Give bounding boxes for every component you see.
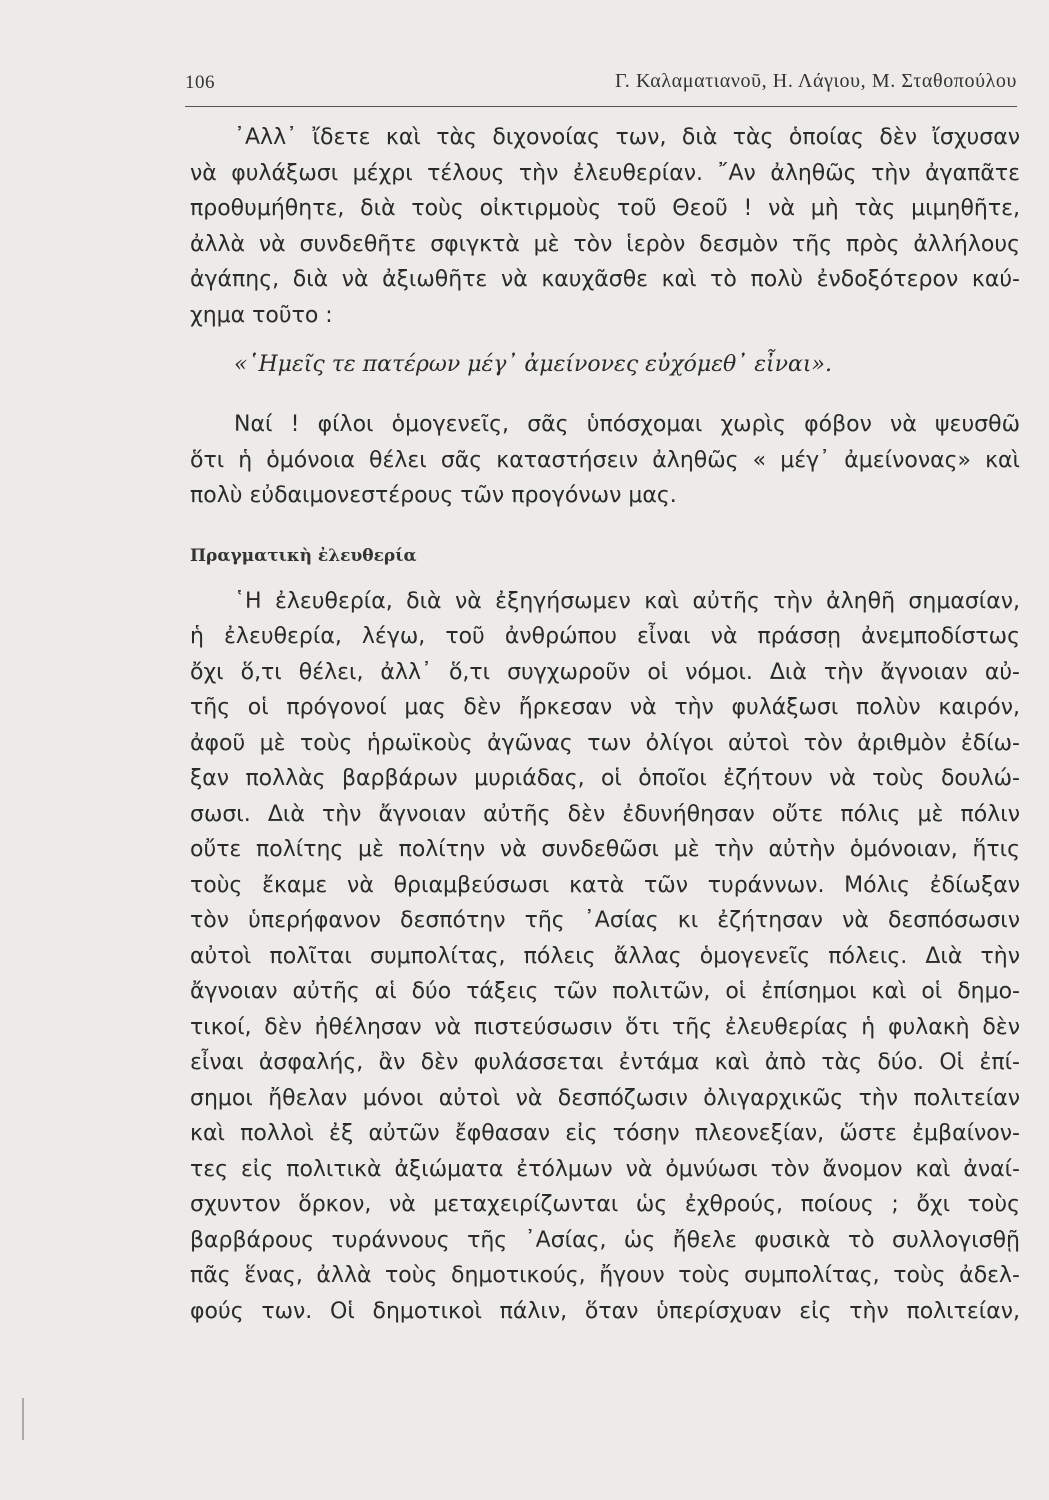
text-line: ἀλλὰ νὰ συνδεθῆτε σφιγκτὰ μὲ τὸν ἱερὸν δεσμὸν τῆς πρὸς ἀλλήλους [190, 231, 1020, 257]
text-line: ὅτι ἡ ὁμόνοια θέλει σᾶς καταστήσειν ἀληθῶς « μέγ᾿ ἀμείνονας» καὶ [190, 447, 1020, 473]
text-line: βαρβάρους τυράννους τῆς ᾿Ασίας, ὡς ἤθελε φυσικὰ τὸ συλλογισθῇ [190, 1227, 1020, 1253]
homeric-quote: «῾Ημεῖς τε πατέρων μέγ᾿ ἀμείνονες εὐχόμεθ᾿ εἶναι». [234, 352, 832, 377]
text-line: τες εἰς πολιτικὰ ἀξιώματα ἐτόλμων νὰ ὀμνύωσι τὸν ἄνομον καὶ ἀναί- [190, 1156, 1020, 1182]
text-line: ἡ ἐλευθερία, λέγω, τοῦ ἀνθρώπου εἶναι νὰ πράσσῃ ἀνεμποδίστως [190, 624, 1020, 649]
text-line: προθυμήθητε, διὰ τοὺς οἰκτιρμοὺς τοῦ Θεοῦ ! νὰ μὴ τὰς μιμηθῆτε, [190, 196, 1020, 221]
text-line: ἀγάπης, διὰ νὰ ἀξιωθῆτε νὰ καυχᾶσθε καὶ τὸ πολὺ ἐνδοξότερον καύ- [190, 267, 1020, 292]
text-line: Ναί ! φίλοι ὁμογενεῖς, σᾶς ὑπόσχομαι χωρὶς φόβον νὰ ψευσθῶ [234, 412, 1020, 437]
page-number: 106 [185, 72, 215, 93]
paragraph-3 [190, 584, 1020, 1330]
text-line: πᾶς ἕνας, ἀλλὰ τοὺς δημοτικούς, ἤγουν τοὺς συμπολίτας, τοὺς ἀδελ- [190, 1263, 1020, 1288]
text-line: σχυντον ὅρκον, νὰ μεταχειρίζωνται ὡς ἐχθρούς, ποίους ; ὄχι τοὺς [190, 1192, 1020, 1217]
section-heading: Πραγματικὴ ἐλευθερία [190, 545, 417, 566]
page-header [185, 66, 1017, 107]
text-line: ἀφοῦ μὲ τοὺς ἡρωϊκοὺς ἀγῶνας των ὀλίγοι αὐτοὶ τὸν ἀριθμὸν ἐδίω- [190, 730, 1020, 756]
running-head-authors: Γ. Καλαματιανοῦ, Η. Λάγιου, Μ. Σταθοπούλου [615, 70, 1017, 92]
text-line: χημα τοῦτο : [190, 302, 333, 328]
text-line: ᾿Αλλ᾿ ἴδετε καὶ τὰς διχονοίας των, διὰ τὰς ὁποίας δὲν ἴσχυσαν [234, 125, 1020, 150]
text-line: τοὺς ἔκαμε νὰ θριαμβεύσωσι κατὰ τῶν τυράννων. Μόλις ἐδίωξαν [190, 872, 1020, 898]
text-line: αὐτοὶ πολῖται συμπολίτας, πόλεις ἄλλας ὁμογενεῖς πόλεις. Διὰ τὴν [190, 943, 1020, 969]
text-line: ξαν πολλὰς βαρβάρων μυριάδας, οἱ ὁποῖοι ἐζήτουν νὰ τοὺς δουλώ- [190, 766, 1020, 791]
paragraph-1 [190, 120, 1020, 333]
text-line: τὸν ὑπερήφανον δεσπότην τῆς ᾿Ασίας κι ἐζήτησαν νὰ δεσπόσωσιν [190, 908, 1020, 933]
text-line: νὰ φυλάξωσι μέχρι τέλους τὴν ἐλευθερίαν. ῎Αν ἀληθῶς τὴν ἀγαπᾶτε [190, 160, 1020, 186]
text-line: τῆς οἱ πρόγονοί μας δὲν ἤρκεσαν νὰ τὴν φυλάξωσι πολὺν καιρόν, [190, 695, 1020, 720]
text-line: ὄχι ὅ,τι θέλει, ἀλλ᾿ ὅ,τι συγχωροῦν οἱ νόμοι. Διὰ τὴν ἄγνοιαν αὐ- [190, 659, 1020, 685]
text-line: φούς των. Οἱ δημοτικοὶ πάλιν, ὅταν ὑπερίσχυαν εἰς τὴν πολιτείαν, [190, 1298, 1020, 1324]
text-line: τικοί, δὲν ἠθέλησαν νὰ πιστεύσωσιν ὅτι τῆς ἐλευθερίας ἡ φυλακὴ δὲν [190, 1014, 1020, 1040]
paragraph-2 [190, 407, 1020, 514]
text-line: ῾Η ἐλευθερία, διὰ νὰ ἐξηγήσωμεν καὶ αὐτῆς τὴν ἀληθῆ σημασίαν, [234, 588, 1020, 614]
text-line: καὶ πολλοὶ ἐξ αὐτῶν ἔφθασαν εἰς τόσην πλεονεξίαν, ὥστε ἐμβαίνον- [190, 1121, 1020, 1146]
text-line: σωσι. Διὰ τὴν ἄγνοιαν αὐτῆς δὲν ἐδυνήθησαν οὔτε πόλις μὲ πόλιν [190, 801, 1020, 827]
text-line: εἶναι ἀσφαλής, ἂν δὲν φυλάσσεται ἐντάμα καὶ ἀπὸ τὰς δύο. Οἱ ἐπί- [190, 1050, 1020, 1075]
text-line: πολὺ εὐδαιμονεστέρους τῶν προγόνων μας. [190, 483, 677, 508]
text-line: σημοι ἤθελαν μόνοι αὐτοὶ νὰ δεσπόζωσιν ὀλιγαρχικῶς τὴν πολιτείαν [190, 1085, 1020, 1111]
page-body [190, 120, 1020, 1329]
text-line: οὔτε πολίτης μὲ πολίτην νὰ συνδεθῶσι μὲ τὴν αὐτὴν ὁμόνοιαν, ἥτις [190, 837, 1020, 862]
margin-pencil-mark [22, 1398, 24, 1440]
text-line: ἄγνοιαν αὐτῆς αἱ δύο τάξεις τῶν πολιτῶν, οἱ ἐπίσημοι καὶ οἱ δημο- [190, 979, 1020, 1004]
